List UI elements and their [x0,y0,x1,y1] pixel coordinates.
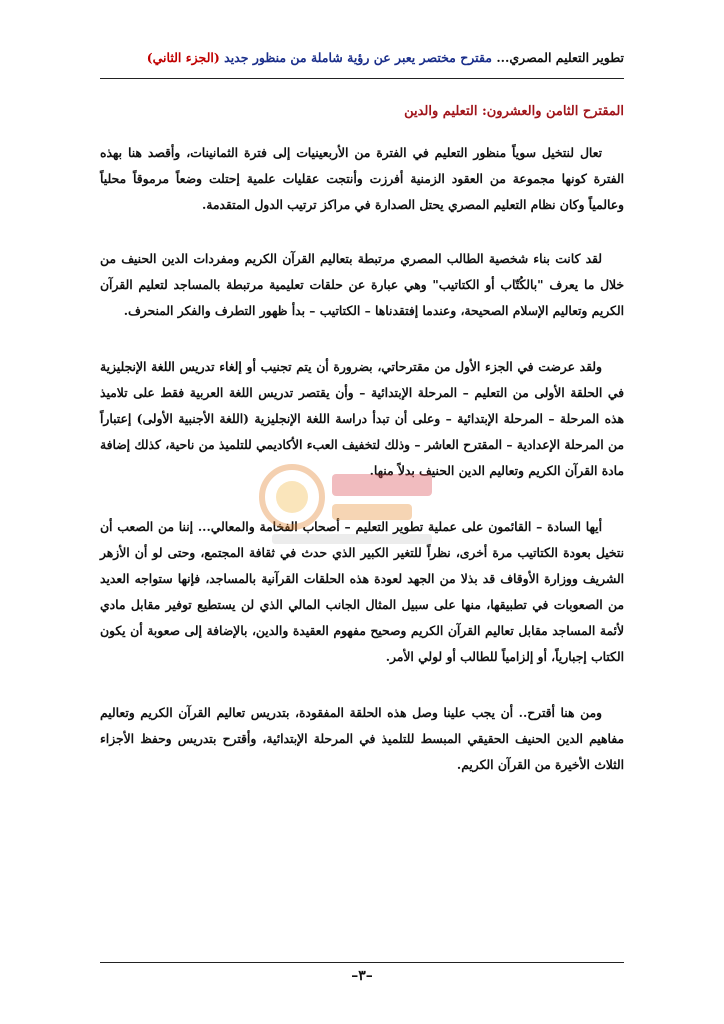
section-title: المقترح الثامن والعشرون: التعليم والدين [404,104,624,119]
header-subtitle: مقترح مختصر يعبر عن رؤية شاملة من منظور جديد [224,50,497,65]
header-divider [100,78,624,79]
paragraph-3: ولقد عرضت في الجزء الأول من مقترحاتي، بضرورة أن يتم تجنيب أو إلغاء تدريس اللغة الإنجليزية في الحلقة الأولى من التعليم – المرحلة الإبتدائية – وأن يقتصر تدريس اللغة العربية فقط على تلاميذ هذه المرحلة – المرحلة الإبتدائية – وعلى أن تبدأ دراسة اللغة الإنجليزية (اللغة الأجنبية الأولى) إعتباراً من المرحلة الإعدادية – المقترح العاشر – وذلك لتخفيف العبء الأكاديمي للتلميذ من ناحية، كذلك إضافة مادة القرآن الكريم وتعاليم الدين الحنيف بدلاً منها. [100,359,624,478]
footer-divider [100,962,624,963]
header-title: تطوير التعليم المصري... [496,50,624,65]
paragraph-1: تعال لنتخيل سوياً منظور التعليم في الفترة من الأربعينيات إلى فترة الثمانينات، وأقصد هنا بهذه الفترة كونها مجموعة من العقود الزمنية أفرزت وأنتجت عقليات علمية إحتلت وضعاً مرموقاً محلياً وعالمياً وكان نظام التعليم المصري يحتل الصدارة في مراكز ترتيب الدول المتقدمة. [100,145,624,212]
header-part-label: (الجزء الثاني) [146,50,225,65]
paragraph-4: أيها السادة – القائمون على عملية تطوير التعليم – أصحاب الفخامة والمعالي... إننا من الصعب أن نتخيل بعودة الكتاتيب مرة أخرى، نظراً للتغير الكبير الذي حدث في ثقافة المجتمع، وحتى لو أن الأزهر الشريف ووزارة الأوقاف قد بذلا من الجهد لعودة هذه الحلقات القرآنية بالمساجد، فإنها ستواجه العديد من الصعوبات في تطبيقها، منها على سبيل المثال الجانب المالي الذي لن يستطيع توفير مقابل مادي لأئمة المساجد مقابل تعاليم القرآن الكريم وصحيح مفهوم العقيدة والدين، بالإضافة إلى صعوبة أن يكون الكتاب إجبارياً، أو إلزامياً للطالب أو لولي الأمر. [100,519,624,664]
paragraph-5: ومن هنا أقترح.. أن يجب علينا وصل هذه الحلقة المفقودة، بتدريس تعاليم القرآن الكريم وتعاليم مفاهيم الدين الحنيف الحقيقي المبسط للتلميذ في المرحلة الإبتدائية، وأقترح بتدريس وحفظ الأجزاء الثلاث الأخيرة من القرآن الكريم. [100,705,624,772]
page-number: –٣– [351,968,373,984]
running-header [100,50,624,65]
paragraph-2: لقد كانت بناء شخصية الطالب المصري مرتبطة بتعاليم القرآن الكريم ومفردات الدين الحنيف من خلال ما يعرف "بالكُتّاب أو الكتاتيب" وهي عبارة عن حلقات تعليمية مرتبطة بالمساجد لتعليم القرآن الكريم وتعاليم الإسلام الصحيحة، وعندما إفتقدناها – الكتاتيب – بدأ ظهور التطرف والفكر المنحرف. [100,251,624,318]
body-text [100,140,624,808]
